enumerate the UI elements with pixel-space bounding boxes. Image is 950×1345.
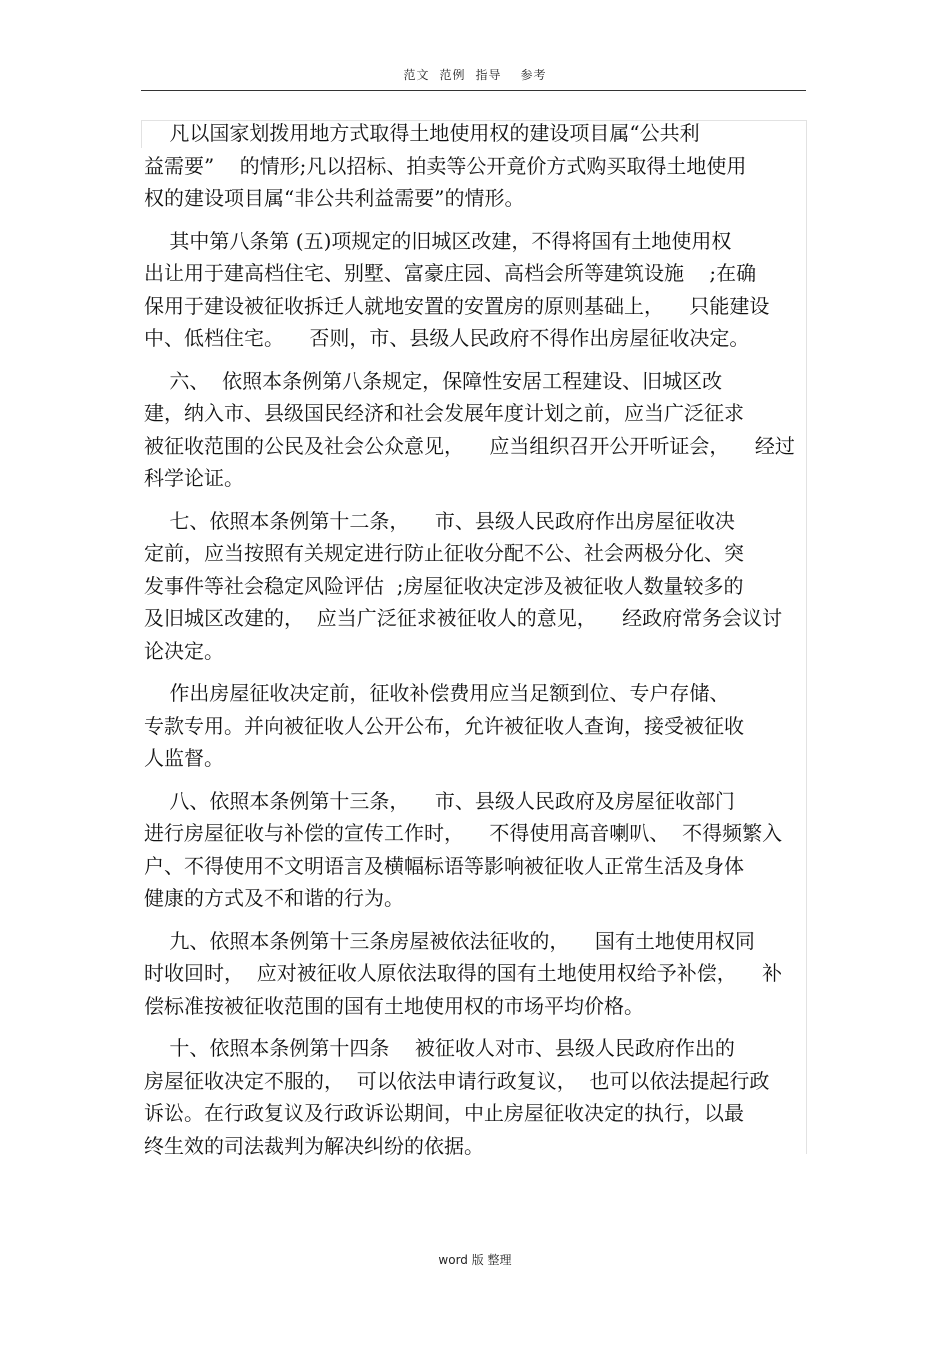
text-line: 建，纳入市、县级国民经济和社会发展年度计划之前，应当广泛征求 <box>144 401 744 425</box>
page-header <box>0 66 950 83</box>
page-footer: word 版 整理 <box>438 1253 512 1267</box>
paragraph <box>144 365 804 495</box>
paragraph <box>144 505 804 668</box>
text-line: 中、低档住宅。 否则，市、县级人民政府不得作出房屋征收决定。 <box>144 326 750 350</box>
paragraph <box>144 1032 804 1162</box>
header-item-zhidao: 指导 <box>475 68 502 82</box>
text-line: 六、 依照本条例第八条规定，保障性安居工程建设、旧城区改 <box>144 368 723 393</box>
text-line: 专款专用。并向被征收人公开公布，允许被征收人查询，接受被征收 <box>144 713 744 738</box>
text-line: 八、依照本条例第十三条， 市、县级人民政府及房屋征收部门 <box>144 788 735 813</box>
header-item-cankao: 参考 <box>520 68 547 82</box>
paragraph <box>144 677 804 775</box>
text-line: 户、不得使用不文明语言及横幅标语等影响被征收人正常生活及身体 <box>144 853 744 878</box>
text-line: 凡以国家划拨用地方式取得土地使用权的建设项目属“公共利 <box>144 121 700 145</box>
text-line: 七、依照本条例第十二条， 市、县级人民政府作出房屋征收决 <box>144 508 735 533</box>
text-line: 定前，应当按照有关规定进行防止征收分配不公、社会两极分化、突 <box>144 541 744 565</box>
text-line: 人监督。 <box>144 746 224 770</box>
text-line: 科学论证。 <box>144 466 244 490</box>
text-line: 出让用于建高档住宅、别墅、富豪庄园、高档会所等建筑设施 ;在确 <box>144 261 757 285</box>
document-body <box>144 117 804 1172</box>
text-line: 论决定。 <box>144 638 224 663</box>
header-item-fanwen: 范文 <box>403 68 430 82</box>
text-line: 进行房屋征收与补偿的宣传工作时， 不得使用高音喇叭、 不得频繁入 <box>144 821 783 845</box>
text-line: 九、依照本条例第十三条房屋被依法征收的， 国有土地使用权同 <box>144 928 755 953</box>
paragraph <box>144 925 804 1023</box>
paragraph <box>144 785 804 915</box>
text-line: 健康的方式及不和谐的行为。 <box>144 886 404 910</box>
text-line: 终生效的司法裁判为解决纠纷的依据。 <box>144 1133 484 1158</box>
text-line: 其中第八条第 (五)项规定的旧城区改建，不得将国有土地使用权 <box>144 228 732 253</box>
text-line: 被征收范围的公民及社会公众意见， 应当组织召开公开听证会， 经过 <box>144 433 795 458</box>
text-line: 益需要” 的情形;凡以招标、拍卖等公开竟价方式购买取得土地使用 <box>144 153 747 178</box>
frame-right-border <box>806 120 807 1154</box>
frame-left-border <box>141 120 142 148</box>
text-line: 保用于建设被征收拆迁人就地安置的安置房的原则基础上， 只能建设 <box>144 293 770 318</box>
text-line: 发事件等社会稳定风险评估 ;房屋征收决定涉及被征收人数量较多的 <box>144 573 744 598</box>
text-line: 权的建设项目属“非公共利益需要”的情形。 <box>144 186 525 210</box>
text-line: 及旧城区改建的， 应当广泛征求被征收人的意见， 经政府常务会议讨 <box>144 606 783 630</box>
text-line: 十、依照本条例第十四条 被征收人对市、县级人民政府作出的 <box>144 1036 735 1060</box>
text-line: 作出房屋征收决定前，征收补偿费用应当足额到位、专户存储、 <box>144 681 730 705</box>
paragraph <box>144 117 804 215</box>
text-line: 房屋征收决定不服的， 可以依法申请行政复议， 也可以依法提起行政 <box>144 1068 770 1093</box>
paragraph <box>144 225 804 355</box>
text-line: 偿标准按被征收范围的国有土地使用权的市场平均价格。 <box>144 993 644 1018</box>
text-line: 时收回时， 应对被征收人原依法取得的国有土地使用权给予补偿， 补 <box>144 961 783 985</box>
header-item-fanli: 范例 <box>439 68 466 82</box>
header-rule <box>141 90 806 91</box>
text-line: 诉讼。在行政复议及行政诉讼期间，中止房屋征收决定的执行，以最 <box>144 1101 744 1125</box>
